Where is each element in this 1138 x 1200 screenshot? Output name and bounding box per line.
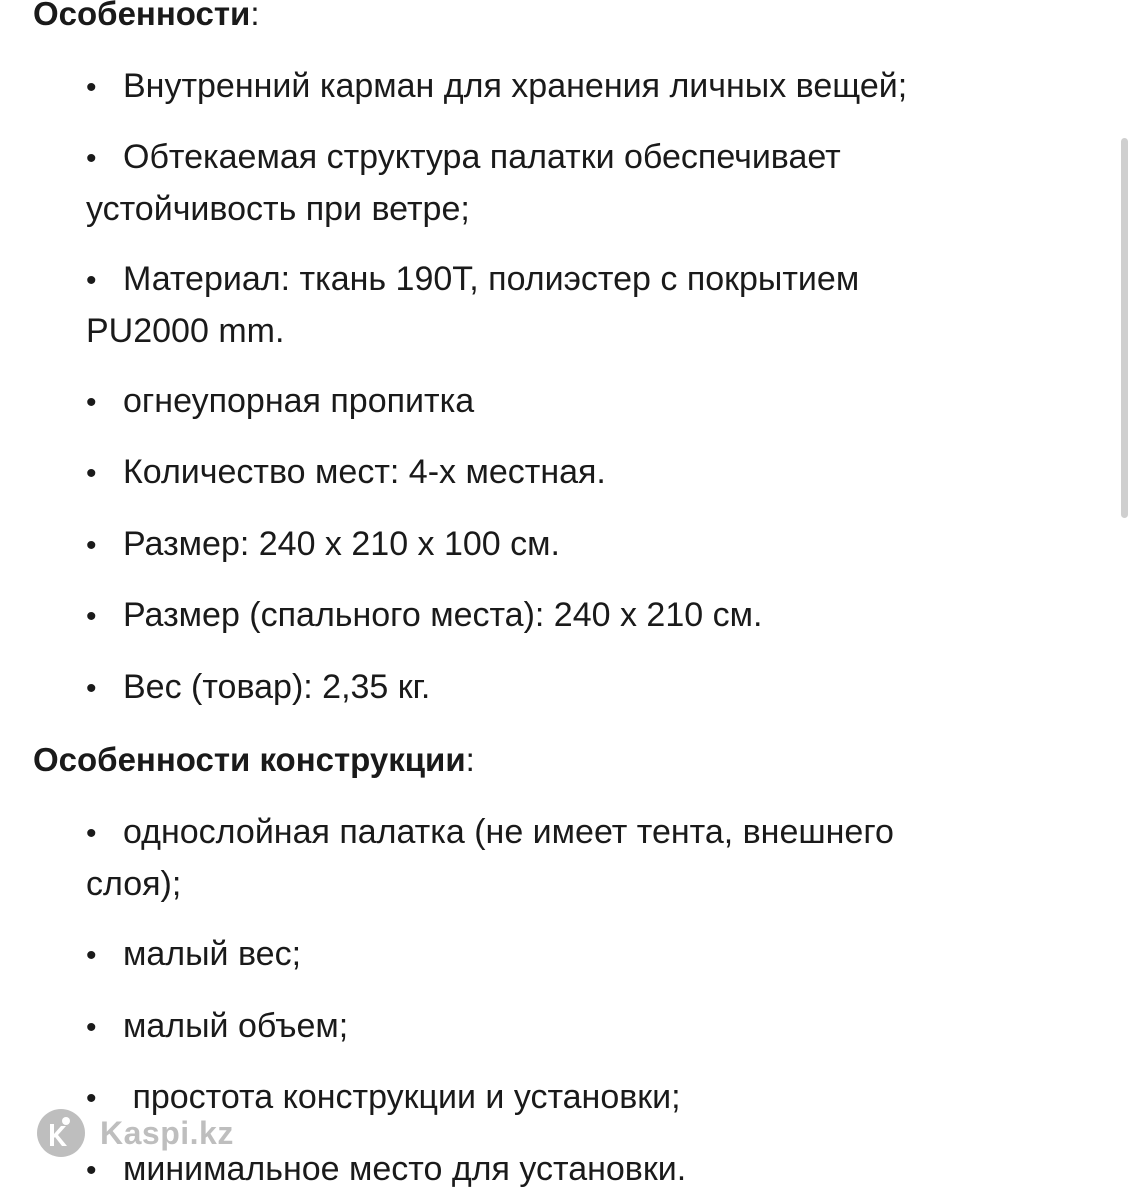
list-item [86, 376, 1046, 428]
list-item-text: Размер (спального места): 240 х 210 см. [123, 596, 763, 634]
bullet: • [86, 529, 97, 562]
watermark [36, 1108, 234, 1158]
heading-colon: : [465, 741, 475, 778]
list-item-text: однослойная палатка (не имеет тента, внешнего слоя); [86, 813, 894, 903]
section-heading-construction [33, 740, 475, 780]
list-item [86, 519, 1046, 571]
list-item-text: Количество мест: 4-х местная. [123, 453, 606, 491]
bullet: • [86, 142, 97, 175]
list-item-text: простота конструкции и установки; [123, 1078, 681, 1116]
list-item [86, 662, 1046, 714]
bullet: • [86, 1154, 97, 1187]
bullet: • [86, 600, 97, 633]
section-heading-text: Особенности конструкции [33, 741, 466, 778]
kaspi-logo-icon [36, 1108, 86, 1158]
list-item-text: Обтекаемая структура палатки обеспечивает устойчивость при ветре; [86, 138, 841, 228]
bullet: • [86, 1011, 97, 1044]
bullet: • [86, 264, 97, 297]
bullet: • [86, 1082, 97, 1115]
bullet: • [86, 71, 97, 104]
list-item [86, 1001, 1046, 1053]
list-item [86, 132, 966, 235]
list-item [86, 929, 1046, 981]
list-item [86, 254, 966, 357]
bullet: • [86, 817, 97, 850]
list-item [86, 590, 1046, 642]
list-item-text: огнеупорная пропитка [123, 382, 475, 420]
bullet: • [86, 672, 97, 705]
scrollbar[interactable] [1121, 138, 1128, 518]
list-item [86, 447, 1046, 499]
section-heading-features [33, 0, 259, 34]
section-heading-text: Особенности [33, 0, 251, 32]
list-item-text: минимальное место для установки. [123, 1150, 687, 1188]
bullet: • [86, 457, 97, 490]
list-item-text: малый объем; [123, 1007, 349, 1045]
list-item-text: Вес (товар): 2,35 кг. [123, 668, 431, 706]
list-item-text: Размер: 240 х 210 х 100 см. [123, 525, 560, 563]
list-item-text: Материал: ткань 190Т, полиэстер с покрытием PU2000 mm. [86, 260, 860, 350]
list-item-text: малый вес; [123, 935, 302, 973]
list-item [86, 807, 986, 910]
bullet: • [86, 386, 97, 419]
list-item [86, 61, 1046, 113]
bullet: • [86, 939, 97, 972]
heading-colon: : [250, 0, 260, 32]
watermark-text: Kaspi.kz [100, 1114, 234, 1151]
list-item-text: Внутренний карман для хранения личных вещей; [123, 67, 908, 105]
